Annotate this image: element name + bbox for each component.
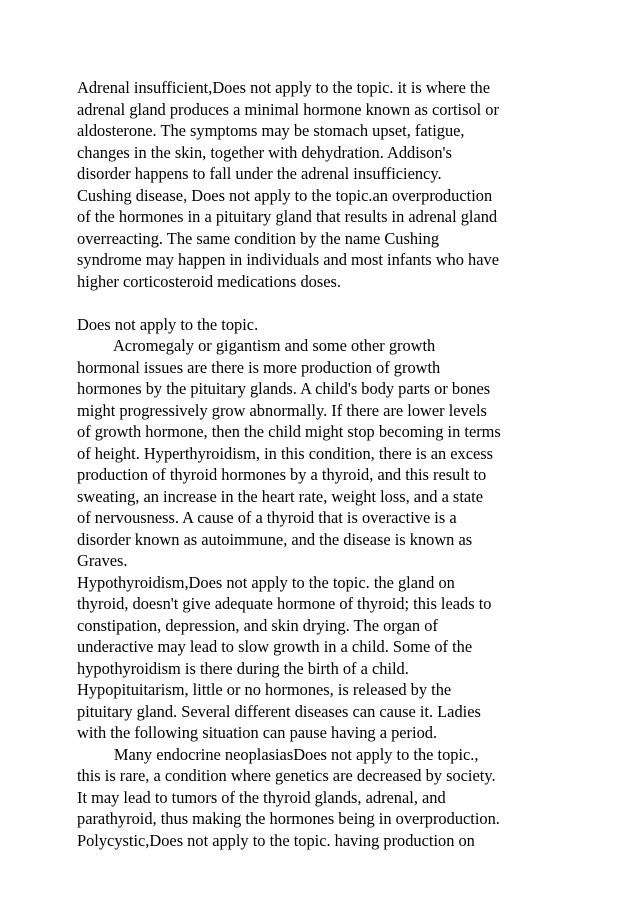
- text-line: thyroid, doesn't give adequate hormone of thyroid; this leads to: [77, 594, 492, 613]
- text-line: of the hormones in a pituitary gland that results in adrenal gland: [77, 207, 498, 226]
- text-line: constipation, depression, and skin drying. The organ of: [77, 615, 438, 635]
- text-line: Many endocrine neoplasiasDoes not apply to the topic.,: [77, 744, 479, 764]
- text-line: Polycystic,Does not apply to the topic. having production on: [77, 830, 475, 850]
- text-line: of height. Hyperthyroidism, in this condition, there is an excess: [77, 443, 494, 463]
- text-line: hormonal issues are there is more production of growth: [77, 357, 441, 377]
- text-line: parathyroid, thus making the hormones being in overproduction.: [77, 809, 500, 828]
- text-line: Adrenal insufficient,Does not apply to the topic. it is where the: [77, 78, 491, 97]
- text-line: underactive may lead to slow growth in a child. Some of the: [77, 637, 473, 656]
- text-line: changes in the skin, together with dehydration. Addison's: [77, 142, 452, 162]
- text-line: sweating, an increase in the heart rate, weight loss, and a state: [77, 486, 483, 506]
- text-line: this is rare, a condition where genetics are decreased by society.: [77, 766, 496, 785]
- text-line: Graves.: [77, 551, 128, 570]
- text-line: of nervousness. A cause of a thyroid that is overactive is a: [77, 508, 457, 527]
- text-line: Hypothyroidism,Does not apply to the topic. the gland on: [77, 572, 455, 592]
- text-line: syndrome may happen in individuals and most infants who have: [77, 250, 499, 269]
- text-line: It may lead to tumors of the thyroid glands, adrenal, and: [77, 787, 446, 807]
- text-line: adrenal gland produces a minimal hormone known as cortisol or: [77, 99, 499, 119]
- text-line: Hypopituitarism, little or no hormones, is released by the: [77, 680, 452, 699]
- body-text: [77, 77, 567, 851]
- text-line: might progressively grow abnormally. If there are lower levels: [77, 400, 487, 420]
- text-line: disorder happens to fall under the adrenal insufficiency.: [77, 164, 442, 183]
- text-line: disorder known as autoimmune, and the disease is known as: [77, 529, 473, 549]
- text-line: pituitary gland. Several different diseases can cause it. Ladies: [77, 701, 481, 721]
- text-line: higher corticosteroid medications doses.: [77, 271, 342, 291]
- text-line: hormones by the pituitary glands. A child's body parts or bones: [77, 379, 491, 398]
- text-line: aldosterone. The symptoms may be stomach upset, fatigue,: [77, 121, 465, 140]
- blank-line: [77, 292, 567, 314]
- text-line: Does not apply to the topic.: [77, 314, 259, 334]
- text-line: with the following situation can pause having a period.: [77, 723, 438, 742]
- text-line: production of thyroid hormones by a thyroid, and this result to: [77, 465, 487, 484]
- text-line: hypothyroidism is there during the birth of a child.: [77, 658, 409, 678]
- text-line: Cushing disease, Does not apply to the topic.an overproduction: [77, 185, 493, 205]
- text-line: overreacting. The same condition by the name Cushing: [77, 228, 440, 248]
- text-line: of growth hormone, then the child might stop becoming in terms: [77, 422, 501, 441]
- text-line: Acromegaly or gigantism and some other growth: [77, 336, 436, 355]
